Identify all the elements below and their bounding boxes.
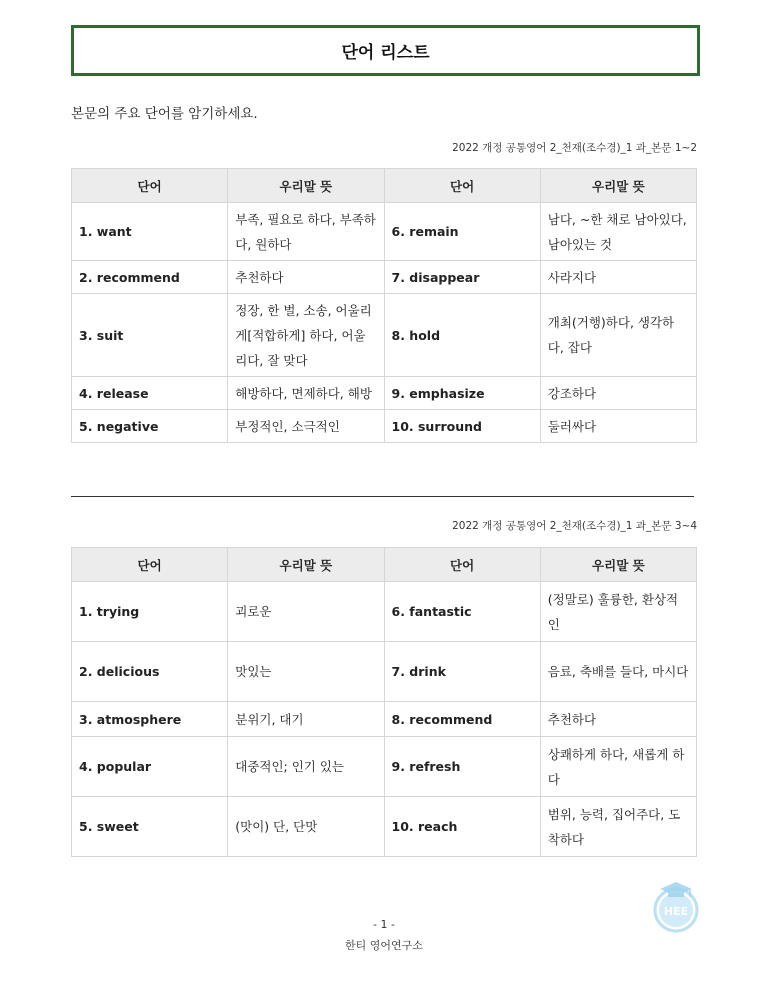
word-cell: 4. release <box>72 377 228 410</box>
table-row <box>72 377 697 410</box>
word-cell: 6. fantastic <box>384 582 540 642</box>
word-cell: 5. negative <box>72 410 228 443</box>
word-cell: 3. suit <box>72 294 228 377</box>
header-meaning: 우리말 뜻 <box>228 169 384 203</box>
word-cell: 10. reach <box>384 797 540 857</box>
word-cell: 7. drink <box>384 642 540 702</box>
footer-organization: 한티 영어연구소 <box>345 939 423 952</box>
meaning-cell: 괴로운 <box>228 582 384 642</box>
word-cell: 1. want <box>72 203 228 261</box>
logo-text: HEE <box>663 905 689 918</box>
word-cell: 9. refresh <box>384 737 540 797</box>
word-cell: 1. trying <box>72 582 228 642</box>
meaning-cell: 분위기, 대기 <box>228 702 384 737</box>
table-row <box>72 582 697 642</box>
header-word: 단어 <box>384 169 540 203</box>
meaning-cell: 추천하다 <box>540 702 696 737</box>
header-meaning: 우리말 뜻 <box>540 169 696 203</box>
word-cell: 4. popular <box>72 737 228 797</box>
word-cell: 5. sweet <box>72 797 228 857</box>
table-header-row <box>72 169 697 203</box>
meaning-cell: 해방하다, 면제하다, 해방 <box>228 377 384 410</box>
section2-source: 2022 개정 공통영어 2_천재(조수경)_1 과_본문 3~4 <box>452 520 697 532</box>
meaning-cell: 부정적인, 소극적인 <box>228 410 384 443</box>
table-row <box>72 261 697 294</box>
word-cell: 9. emphasize <box>384 377 540 410</box>
vocab-table-2 <box>71 547 697 857</box>
graduation-cap-icon <box>660 882 692 897</box>
page-title: 단어 리스트 <box>341 43 430 63</box>
header-meaning: 우리말 뜻 <box>540 548 696 582</box>
table-row <box>72 737 697 797</box>
instruction-text: 본문의 주요 단어를 암기하세요. <box>71 106 258 122</box>
section1-source: 2022 개정 공통영어 2_천재(조수경)_1 과_본문 1~2 <box>452 142 697 154</box>
word-cell: 8. hold <box>384 294 540 377</box>
page-number: - 1 - <box>373 918 395 931</box>
meaning-cell: 대중적인; 인기 있는 <box>228 737 384 797</box>
header-meaning: 우리말 뜻 <box>228 548 384 582</box>
word-cell: 10. surround <box>384 410 540 443</box>
meaning-cell: (맛이) 단, 단맛 <box>228 797 384 857</box>
table-header-row <box>72 548 697 582</box>
table-row <box>72 797 697 857</box>
meaning-cell: 범위, 능력, 집어주다, 도착하다 <box>540 797 696 857</box>
vocab-table-1 <box>71 168 697 443</box>
meaning-cell: 부족, 필요로 하다, 부족하다, 원하다 <box>228 203 384 261</box>
meaning-cell: 남다, ~한 채로 남아있다, 남아있는 것 <box>540 203 696 261</box>
divider-line <box>71 496 694 497</box>
meaning-cell: 상쾌하게 하다, 새롭게 하다 <box>540 737 696 797</box>
word-cell: 3. atmosphere <box>72 702 228 737</box>
meaning-cell: 음료, 축배를 들다, 마시다 <box>540 642 696 702</box>
meaning-cell: 개최(거행)하다, 생각하다, 잡다 <box>540 294 696 377</box>
table-row <box>72 410 697 443</box>
meaning-cell: 둘러싸다 <box>540 410 696 443</box>
header-word: 단어 <box>72 169 228 203</box>
header-word: 단어 <box>72 548 228 582</box>
table-row <box>72 294 697 377</box>
meaning-cell: (정말로) 훌륭한, 환상적인 <box>540 582 696 642</box>
word-cell: 7. disappear <box>384 261 540 294</box>
meaning-cell: 추천하다 <box>228 261 384 294</box>
header-word: 단어 <box>384 548 540 582</box>
meaning-cell: 맛있는 <box>228 642 384 702</box>
hee-logo <box>648 878 704 934</box>
table-row <box>72 642 697 702</box>
table-row <box>72 203 697 261</box>
meaning-cell: 강조하다 <box>540 377 696 410</box>
word-cell: 2. delicious <box>72 642 228 702</box>
meaning-cell: 정장, 한 벌, 소송, 어울리게[적합하게] 하다, 어울리다, 잘 맞다 <box>228 294 384 377</box>
title-box <box>71 25 700 76</box>
table-row <box>72 702 697 737</box>
word-cell: 6. remain <box>384 203 540 261</box>
meaning-cell: 사라지다 <box>540 261 696 294</box>
word-cell: 2. recommend <box>72 261 228 294</box>
word-cell: 8. recommend <box>384 702 540 737</box>
